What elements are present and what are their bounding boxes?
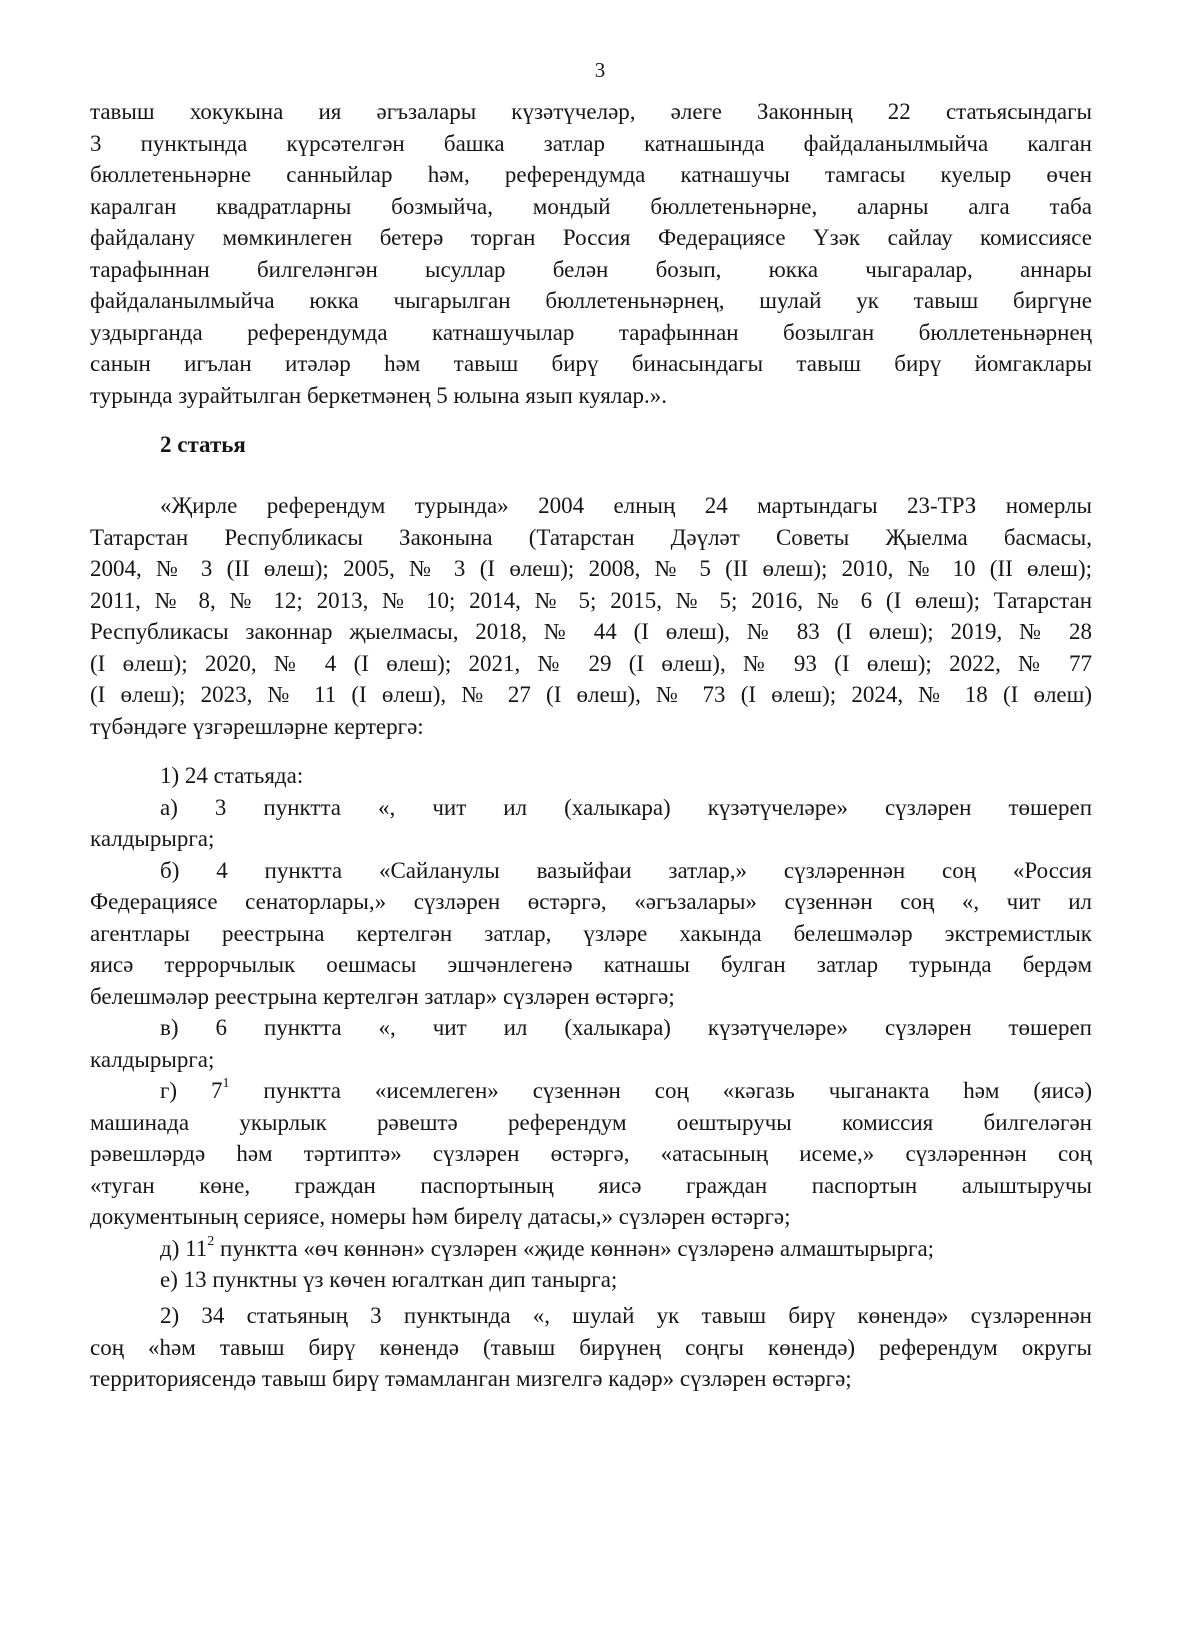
article-title: 2 статья	[160, 432, 246, 457]
text-fragment: пунктта «өч көннән» сүзләрен «җиде көннән» сүзләренә алмаштырырга;	[214, 1235, 935, 1261]
article-heading-block	[90, 429, 1092, 461]
text-line: тарафыннан билгеләнгән ысуллар белән бозып, юкка чыгаралар, аннары	[90, 256, 1092, 282]
item-heading: 1) 24 статьяда:	[160, 763, 304, 788]
text-line: тавыш хокукына ия әгъзалары күзәтүчеләр, әлеге Законның 22 статьясындагы	[90, 99, 1092, 124]
superscript: 2	[207, 1233, 215, 1249]
text-line: б) 4 пунктта «Сайланулы вазыйфаи затлар,» сүзләреннән соң «Россия	[160, 857, 1092, 883]
text-line: (I өлеш); 2020, № 4 (I өлеш); 2021, № 29 (I өлеш), № 93 (I өлеш); 2022, № 77	[90, 650, 1092, 676]
text-line: 2) 34 статьяның 3 пунктында «, шулай ук тавыш бирү көнендә» сүзләреннән	[160, 1303, 1092, 1328]
text-line: в) 6 пунктта «, чит ил (халыкара) күзәтүчеләре» сүзләрен төшереп	[160, 1015, 1092, 1040]
superscript: 1	[222, 1076, 230, 1092]
text-line: 3 пунктында күрсәтелгән башка затлар катнашында файдаланылмыйча калган	[90, 130, 1092, 156]
text-line: яисә террорчылык оешмасы эшчәнлегенә катнашы булган затлар турында бердәм	[90, 952, 1092, 977]
list-item-2	[90, 1300, 1092, 1395]
text-line	[90, 1233, 1092, 1265]
text-line: е) 13 пунктны үз көчен югалткан дип танырга;	[160, 1267, 618, 1292]
text-line: каралган квадратларны бозмыйча, мондый бюллетеньнәрне, аларны алга таба	[90, 193, 1092, 219]
text-line: 2004, № 3 (II өлеш); 2005, № 3 (I өлеш); 2008, № 5 (II өлеш); 2010, № 10 (II өлеш);	[90, 556, 1092, 581]
text-line: түбәндәге үзгәрешләрне кертергә:	[90, 713, 424, 739]
text-line	[90, 1075, 1092, 1107]
text-line: документының сериясе, номеры һәм бирелү датасы,» сүзләрен өстәргә;	[90, 1204, 791, 1229]
text-line: рәвешләрдә һәм тәртиптә» сүзләрен өстәргә, «атасының исеме,» сүзләреннән соң	[90, 1141, 1092, 1166]
text-fragment: г) 7	[160, 1078, 223, 1103]
text-line: агентлары реестрына кертелгән затлар, үзләре хакында белешмәләр экстремистлык	[90, 920, 1092, 946]
text-line: файдаланылмыйча юкка чыгарылган бюллетеньнәрнең, шулай ук тавыш биргүне	[90, 288, 1092, 313]
text-line: файдалану мөмкинлеген бетерә торган Россия Федерациясе Үзәк сайлау комиссиясе	[90, 225, 1092, 250]
text-line: соң «һәм тавыш бирү көнендә (тавыш бирүнең соңгы көнендә) референдум округы	[90, 1334, 1092, 1360]
text-line: Татарстан Республикасы Законына (Татарстан Дәүләт Советы Җыелма басмасы,	[90, 524, 1092, 550]
text-line: 2011, № 8, № 12; 2013, № 10; 2014, № 5; 2015, № 5; 2016, № 6 (I өлеш); Татарстан	[90, 587, 1092, 613]
text-line: калдырырга;	[90, 1046, 215, 1072]
text-line: «туган көне, граждан паспортының яисә граждан паспортын алыштыручы	[90, 1172, 1092, 1198]
text-line: машинада укырлык рәвештә референдум оештыручы комиссия билгеләгән	[90, 1109, 1092, 1135]
text-line: территориясендә тавыш бирү тәмамланган мизгелгә кадәр» сүзләрен өстәргә;	[90, 1366, 852, 1391]
text-line: а) 3 пунктта «, чит ил (халыкара) күзәтүчеләре» сүзләрен төшереп	[160, 794, 1092, 820]
text-line: Республикасы законнар җыелмасы, 2018, № 44 (I өлеш), № 83 (I өлеш); 2019, № 28	[90, 619, 1092, 644]
text-fragment: д) 11	[160, 1235, 208, 1261]
text-line: санын игълан итәләр һәм тавыш бирү бинасындагы тавыш бирү йомгаклары	[90, 351, 1092, 376]
text-line: бюллетеньнәрне санныйлар һәм, референдумда катнашучы тамгасы куелыр өчен	[90, 162, 1092, 187]
text-line: (I өлеш); 2023, № 11 (I өлеш), № 27 (I өлеш), № 73 (I өлеш); 2024, № 18 (I өлеш)	[90, 682, 1092, 707]
page-number: 3	[594, 58, 606, 82]
text-line: белешмәләр реестрына кертелгән затлар» сүзләрен өстәргә;	[90, 983, 675, 1009]
text-line: турында зурайтылган беркетмәнең 5 юлына язып куялар.».	[90, 382, 668, 408]
text-line: «Җирле референдум турында» 2004 елның 24 мартындагы 23-ТРЗ номерлы	[160, 493, 1092, 518]
text-line: калдырырга;	[90, 826, 215, 851]
list-item-1	[90, 760, 1092, 1296]
paragraph-continuation	[90, 96, 1092, 411]
text-fragment: пунктта «исемлеген» сүзеннән соң «кәгазь чыганакта һәм (яисә)	[229, 1078, 1092, 1103]
paragraph-intro	[90, 490, 1092, 742]
text-line: уздырганда референдумда катнашучылар тарафыннан бозылган бюллетеньнәрнең	[90, 319, 1092, 345]
text-line: Федерациясе сенаторлары,» сүзләрен өстәргә, «әгъзалары» сүзеннән соң «, чит ил	[90, 889, 1092, 914]
